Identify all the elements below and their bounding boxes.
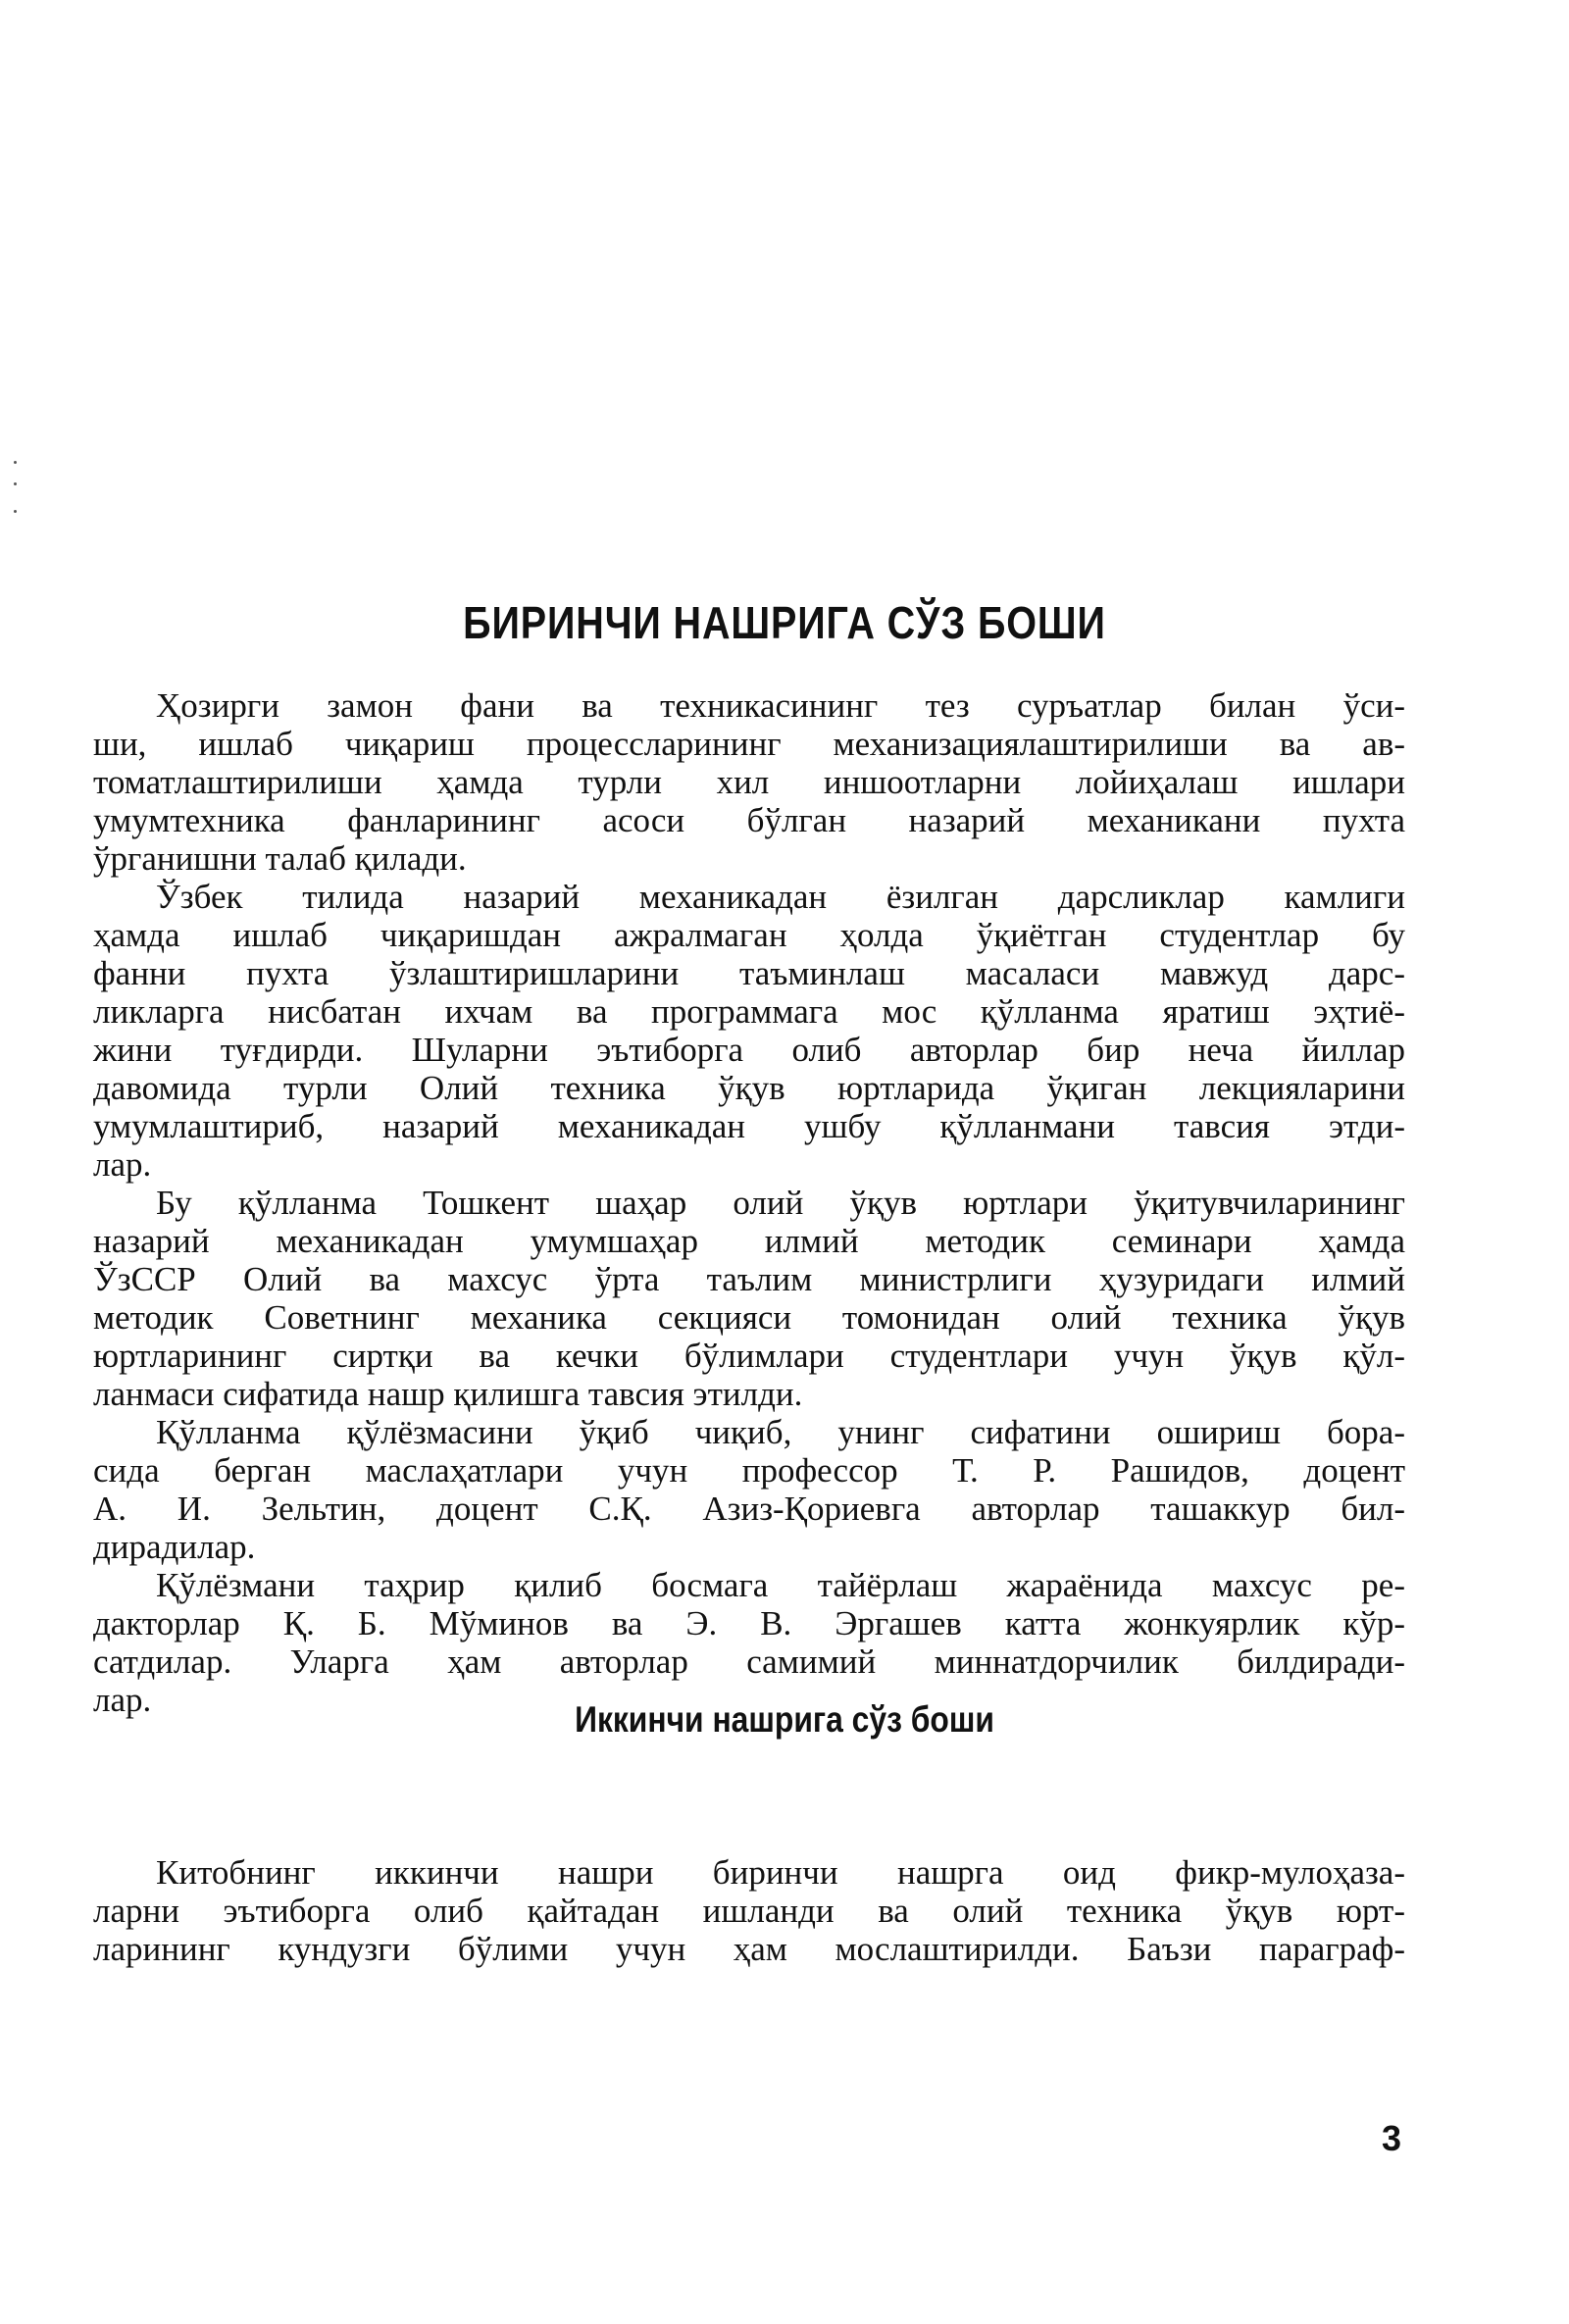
- text-line: методик Советнинг механика секцияси томонидан олий техника ўқув: [93, 1298, 1405, 1337]
- text-line: Китобнинг иккинчи нашри биринчи нашрга оид фикр-мулоҳаза-: [156, 1853, 1405, 1892]
- text-line: ҳамда ишлаб чиқаришдан ажралмаган ҳолда ўқиётган студентлар бу: [93, 916, 1405, 954]
- text-line: сатдилар. Уларга ҳам авторлар самимий миннатдорчилик билдиради-: [93, 1642, 1405, 1681]
- page-title: БИРИНЧИ НАШРИГА СЎЗ БОШИ: [463, 597, 1106, 648]
- text-line: ши, ишлаб чиқариш процессларининг механизациялаштирилиши ва ав-: [93, 725, 1405, 763]
- section-heading: Иккинчи нашрига сўз боши: [575, 1699, 994, 1740]
- text-line: жини туғдирди. Шуларни эътиборга олиб авторлар бир неча йиллар: [93, 1031, 1405, 1069]
- margin-speck: [14, 461, 17, 464]
- text-line: Қўлланма қўлёзмасини ўқиб чиқиб, унинг сифатини ошириш бора-: [156, 1413, 1405, 1451]
- text-line: фанни пухта ўзлаштиришларини таъминлаш масаласи мавжуд дарс-: [93, 954, 1405, 992]
- text-line: назарий механикадан умумшаҳар илмий методик семинари ҳамда: [93, 1222, 1405, 1260]
- text-line: умумлаштириб, назарий механикадан ушбу қўлланмани тавсия этди-: [93, 1107, 1405, 1145]
- text-line: ларининг кундузги бўлими учун ҳам мослаштирилди. Баъзи параграф-: [93, 1930, 1405, 1968]
- margin-speck: [14, 510, 17, 513]
- text-line: ларни эътиборга олиб қайтадан ишланди ва олий техника ўқув юрт-: [93, 1892, 1405, 1930]
- text-line: Ўзбек тилида назарий механикадан ёзилган дарсликлар камлиги: [156, 878, 1405, 916]
- text-line: умумтехника фанларининг асоси бўлган назарий механикани пухта: [93, 801, 1405, 839]
- margin-speck: [14, 482, 17, 485]
- text-line: ўрганишни талаб қилади.: [93, 839, 467, 878]
- text-line: давомида турли Олий техника ўқув юртларида ўқиган лекцияларини: [93, 1069, 1405, 1107]
- text-line: Бу қўлланма Тошкент шаҳар олий ўқув юртлари ўқитувчиларининг: [156, 1184, 1405, 1222]
- text-line: ЎзССР Олий ва махсус ўрта таълим министрлиги ҳузуридаги илмий: [93, 1260, 1405, 1298]
- second-edition-body: [93, 1853, 1405, 1968]
- text-line: сида берган маслаҳатлари учун профессор Т. Р. Рашидов, доцент: [93, 1451, 1405, 1490]
- text-line: А. И. Зельтин, доцент С.Қ. Азиз-Қориевга авторлар ташаккур бил-: [93, 1490, 1405, 1528]
- text-line: юртларининг сиртқи ва кечки бўлимлари студентлари учун ўқув қўл-: [93, 1337, 1405, 1375]
- preface-body: [93, 686, 1405, 1719]
- text-line: лар.: [93, 1681, 152, 1719]
- text-line: лар.: [93, 1145, 152, 1184]
- text-line: ликларга нисбатан ихчам ва программага мос қўлланма яратиш эҳтиё-: [93, 992, 1405, 1031]
- text-line: Қўлёзмани таҳрир қилиб босмага тайёрлаш жараёнида махсус ре-: [156, 1566, 1405, 1604]
- text-line: Ҳозирги замон фани ва техникасининг тез суръатлар билан ўси-: [156, 686, 1405, 725]
- text-line: ланмаси сифатида нашр қилишга тавсия этилди.: [93, 1375, 803, 1413]
- text-line: дакторлар Қ. Б. Мўминов ва Э. В. Эргашев катта жонкуярлик кўр-: [93, 1604, 1405, 1642]
- text-line: дирадилар.: [93, 1528, 256, 1566]
- text-line: томатлаштирилиши ҳамда турли хил иншоотларни лойиҳалаш ишлари: [93, 763, 1405, 801]
- page-number: 3: [1382, 2118, 1402, 2158]
